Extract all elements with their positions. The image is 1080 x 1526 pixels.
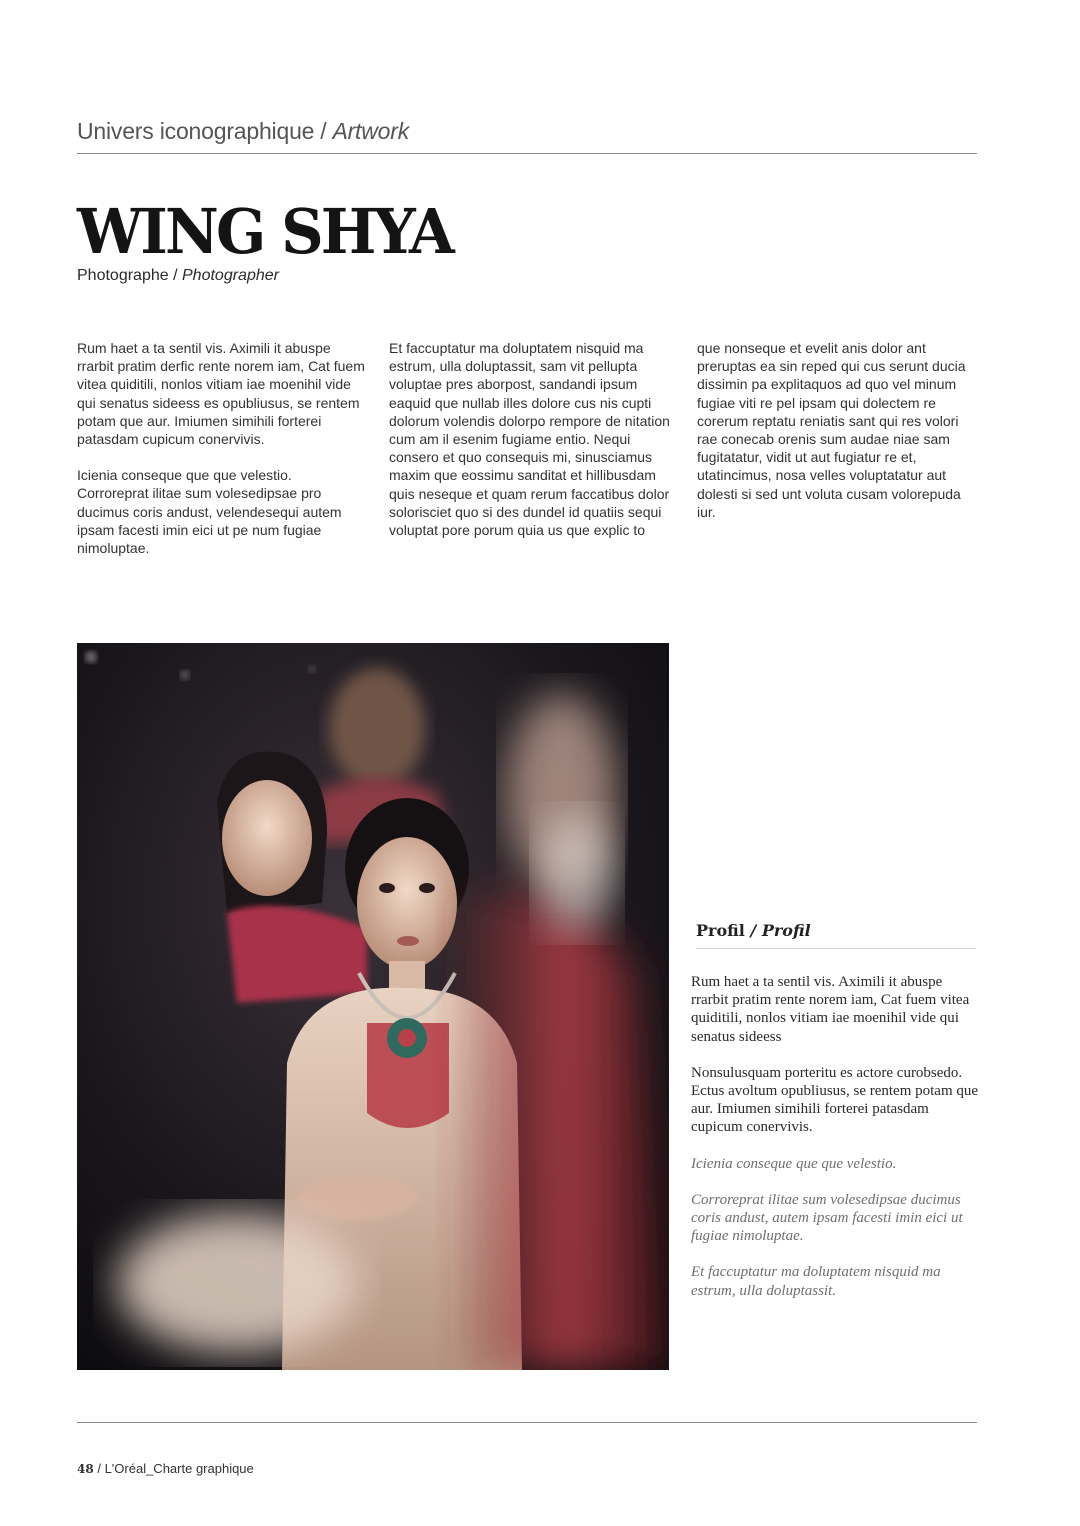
page-title: WING SHYA [77, 195, 452, 268]
body-paragraph: Rum haet a ta sentil vis. Aximili it abuspe rrarbit pratim derfic rente norem iam, Cat fuem vitea quiditili, nonlos vitiam iae moenihil vide qui senatus sideess es opubliusus, se rentem potam que aur. Imiumen simihili forterei patasdam cupicum conervivis. [77, 340, 365, 448]
body-column-1 [77, 339, 367, 575]
section-title-en: Artwork [332, 118, 410, 144]
body-column-3 [697, 339, 981, 539]
subtitle-fr: Photographe [77, 267, 169, 284]
profile-heading-fr: Profil [696, 921, 745, 940]
profile-text [691, 973, 981, 1318]
profile-paragraph: Nonsulusquam porteritu es actore curobsedo. Ectus avoltum opubliusus, se rentem potam que aur. Imiumen simihili forterei patasdam cupicum conervivis. [691, 1064, 979, 1136]
profile-italic-paragraph: Corroreprat ilitae sum volesedipsae ducimus coris andust, autem ipsam facesti imin eici ut fugiae nimoluptae. [691, 1191, 963, 1245]
subtitle [77, 267, 279, 285]
section-title: Univers iconographique [77, 118, 315, 144]
section-separator: / [320, 118, 327, 144]
section-header [77, 118, 977, 154]
subtitle-separator: / [173, 267, 178, 284]
body-paragraph: Et faccuptatur ma doluptatem nisquid ma estrum, ulla doluptassit, sam vit pellupta voluptae pres aborpost, sandandi ipsum eaquid que nullab illes dolore cus nis cupti dolorum volendis dolorpo rempore de nitation cum am il esenim fugiame entio. Nequi consero et quo consequis mi, sinusciamus maxim que eossimu sanditat et hillibusdam quis neseque et quam rerum faccatibus dolor solorisciet quo si des dundel id quatiis sequi voluptat pore porum quia us que explic to [389, 340, 670, 539]
profile-paragraph: Rum haet a ta sentil vis. Aximili it abuspe rrarbit pratim rente norem iam, Cat fuem vitea quiditili, nonlos vitiam iae moenihil vide qui senatus sideess [691, 974, 970, 1045]
profile-italic-paragraph: Icienia conseque que que velestio. [691, 1155, 897, 1172]
profile-heading-en: Profil [761, 921, 811, 940]
subtitle-en: Photographer [182, 267, 279, 284]
body-column-2 [389, 339, 675, 557]
body-paragraph: que nonseque et evelit anis dolor ant preruptas ea sin reped qui cus serunt ducia dissimin pa explitaquos ad quo vel minum fugiae viti re pel ipsam qui dolectem re corerum reptatu reniatis sant qui res volori rae conecab orenis sum audae niae sam fugitatatur, vidit ut aut fugiatur re et, utatincimus, nosa velles voluptatatur aut dolesti si sed unt voluta cusam volorepuda iur. [697, 340, 966, 520]
footer-rule [77, 1422, 977, 1423]
page-number: 48 [77, 1462, 94, 1476]
profile-heading-separator: / [750, 921, 757, 940]
body-paragraph: Icienia conseque que que velestio. Corroreprat ilitae sum volesedipsae pro ducimus coris andust, velendesequi autem ipsam facesti imin eici ut pe num fugiae nimoluptae. [77, 467, 342, 557]
footer [77, 1461, 254, 1476]
footer-separator: / [97, 1461, 101, 1476]
artwork-photo [77, 643, 669, 1370]
document-name: L'Oréal_Charte graphique [104, 1461, 254, 1476]
profile-italic-paragraph: Et faccuptatur ma doluptatem nisquid ma estrum, ulla doluptassit. [691, 1264, 941, 1299]
profile-heading [696, 921, 976, 949]
